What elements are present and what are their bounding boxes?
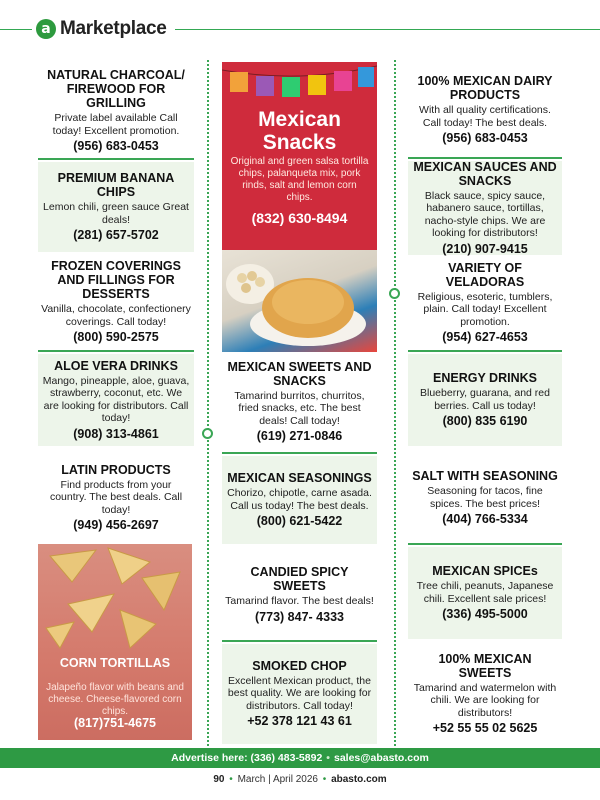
separator-dot: • [229, 774, 233, 785]
ad-candied-spicy-sweets [222, 556, 377, 634]
separator-dot: • [322, 774, 327, 785]
ad-phone: (908) 313-4861 [73, 426, 159, 441]
ad-description: Tamarind burritos, churritos, fried snacks, etc. The best deals! Call today! [234, 389, 365, 427]
ad-phone: (773) 847- 4333 [255, 609, 344, 624]
ad-phone: +52 55 55 02 5625 [432, 721, 538, 736]
ad-description: Find products from your country. The best deals. Call today! [49, 478, 183, 516]
page-title: Marketplace [60, 18, 167, 39]
ad-mexican-snacks [222, 62, 377, 352]
ad-title: ENERGY DRINKS [433, 371, 537, 385]
advertise-email[interactable]: sales@abasto.com [333, 752, 429, 764]
tortilla-chips-image [38, 544, 192, 654]
ad-description: Tree chili, peanuts, Japanese chili. Excellent sale prices! [416, 580, 554, 605]
ad-title: SALT WITH SEASONING [412, 469, 558, 483]
snacks-photo [222, 250, 377, 352]
snack-plate-image [222, 250, 377, 352]
ad-title: PREMIUM BANANA CHIPS [57, 171, 175, 199]
ad-phone: (404) 766-5334 [442, 512, 528, 526]
ad-description: With all quality certifications. Call today! The best deals. [419, 104, 551, 129]
ad-veladoras [408, 261, 562, 345]
ad-title: MEXICAN SPICEs [432, 564, 538, 578]
ad-phone: (956) 683-0453 [73, 139, 159, 153]
issue-date: March | April 2026 [237, 774, 318, 785]
ad-title: CANDIED SPICY SWEETS [250, 565, 349, 594]
advertise-phone: Advertise here: (336) 483-5892 [171, 752, 323, 764]
ad-description: Private label available Call today! Excellent promotion. [52, 112, 180, 137]
page-number: 90 [213, 774, 225, 785]
ad-frozen-coverings [38, 256, 194, 348]
ad-separator [38, 158, 194, 160]
ad-mexican-spices [408, 547, 562, 639]
ad-mexican-seasonings [222, 456, 377, 544]
ad-title: VARIETY OF VELADORAS [445, 260, 525, 289]
ad-latin-products [38, 458, 194, 538]
ad-title: NATURAL CHARCOAL/ FIREWOOD FOR GRILLING [47, 68, 185, 110]
ad-title: Mexican Snacks [258, 108, 341, 154]
ad-description: Mango, pineapple, aloe, guava, strawberry, coconut, etc. We are looking for distributors. Call today! [42, 374, 190, 424]
ad-aloe-vera [38, 354, 194, 446]
ad-corn-tortillas [38, 544, 192, 740]
ad-description: Tamarind and watermelon with chili. We are looking for distributors! [413, 681, 557, 719]
ad-title: 100% MEXICAN DAIRY PRODUCTS [417, 74, 553, 102]
ad-phone: (336) 495-5000 [442, 607, 528, 621]
ad-description: Seasoning for tacos, fine spices. The best prices! [427, 485, 543, 510]
ad-phone: (956) 683-0453 [442, 131, 528, 145]
ad-phone: (800) 835 6190 [442, 414, 528, 428]
ad-mexican-sweets [408, 651, 562, 736]
ad-title: MEXICAN SEASONINGS [227, 471, 372, 485]
ad-energy-drinks [408, 354, 562, 446]
ad-title: 100% MEXICAN SWEETS [438, 651, 532, 680]
section-heading [32, 14, 175, 44]
ad-charcoal [38, 68, 194, 154]
ad-salt-seasoning [408, 458, 562, 538]
ad-description: Jalapeño flavor with beans and cheese. Cheese-flavored corn chips. [46, 682, 184, 717]
ad-mexican-sweets-snacks [222, 356, 377, 448]
ad-phone: (281) 657-5702 [73, 228, 159, 242]
ad-title: ALOE VERA DRINKS [54, 358, 178, 373]
ad-banana-chips [38, 162, 194, 252]
papel-picado-banner-icon [222, 62, 377, 102]
ad-separator [222, 640, 377, 642]
abasto-logo-icon: a [36, 19, 56, 39]
ad-title: CORN TORTILLAS [59, 656, 171, 670]
ad-phone: (817)751-4675 [73, 716, 156, 730]
divider-node-icon [202, 428, 213, 439]
ad-description: Original and green salsa tortilla chips, palanqueta mix, pork rinds, salt and lemon corn chips. [230, 156, 369, 203]
ad-phone: (800) 590-2575 [73, 330, 159, 344]
ad-phone: (800) 621-5422 [256, 514, 343, 528]
ad-smoked-chop [222, 644, 377, 744]
ad-separator [222, 452, 377, 454]
advertise-banner [0, 748, 600, 768]
ad-phone: (619) 271-0846 [256, 429, 343, 444]
ad-phone: +52 378 121 43 61 [247, 714, 352, 729]
ad-phone: (210) 907-9415 [442, 241, 528, 256]
site-link[interactable]: abasto.com [331, 774, 387, 785]
ad-description: Chorizo, chipotle, carne asada. Call us today! The best deals. [227, 487, 372, 512]
ad-description: Lemon chili, green sauce Great deals! [43, 201, 189, 226]
ad-separator [408, 543, 562, 545]
ad-title: SMOKED CHOP [252, 658, 347, 673]
ad-description: Excellent Mexican product, the best quality. We are looking for distributors. Call today! [227, 674, 372, 712]
ad-description: Vanilla, chocolate, confectionery coverings. Call today! [41, 303, 191, 328]
ad-description: Religious, esoteric, tumblers, plain. Call today! Excellent promotion. [417, 290, 553, 328]
divider-node-icon [389, 288, 400, 299]
ad-phone: (832) 630-8494 [251, 210, 348, 226]
ad-separator [38, 350, 194, 352]
page-header [0, 14, 600, 44]
ad-description: Blueberry, guarana, and red berries. Call us today! [420, 387, 550, 412]
ad-description: Tamarind flavor. The best deals! [225, 595, 374, 608]
ad-phone: (954) 627-4653 [442, 330, 528, 345]
column-divider-right [394, 60, 396, 746]
ad-title: FROZEN COVERINGS AND FILLINGS FOR DESSERTS [51, 259, 181, 301]
separator-dot: • [326, 752, 330, 764]
ad-description: Black sauce, spicy sauce, habanero sauce, tortillas, nacho-style chips. We are looking for distributors! [424, 189, 546, 239]
ad-separator [408, 350, 562, 352]
ad-title: LATIN PRODUCTS [61, 462, 171, 477]
ad-sauces-snacks [408, 161, 562, 255]
column-divider-left [207, 60, 209, 746]
ad-dairy-products [408, 66, 562, 154]
page-folio [0, 774, 600, 785]
ad-title: MEXICAN SAUCES AND SNACKS [413, 159, 557, 188]
ad-phone: (949) 456-2697 [73, 518, 159, 533]
ad-title: MEXICAN SWEETS AND SNACKS [227, 359, 372, 388]
